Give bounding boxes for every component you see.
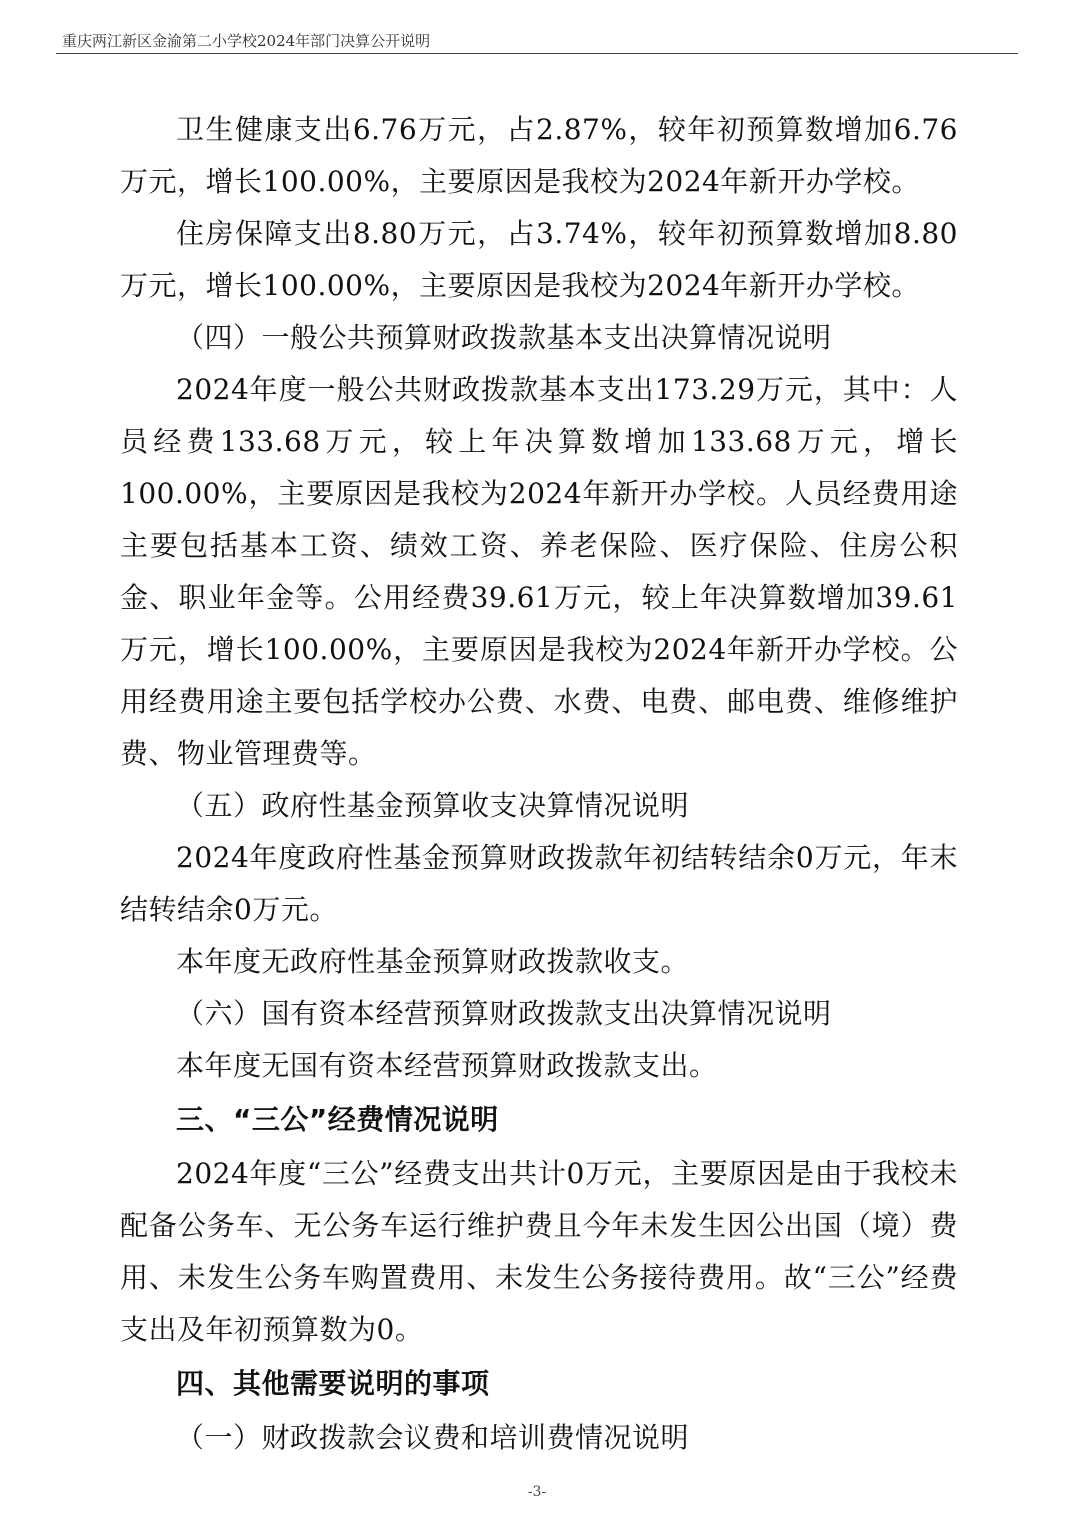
subheading-basic-expenditure: （四）一般公共预算财政拨款基本支出决算情况说明	[176, 321, 832, 354]
paragraph-three-public: 2024年度“三公”经费支出共计0万元，主要原因是由于我校未配备公务车、无公务车运行维护费且今年未发生因公出国（境）费用、未发生公务车购置费用、未发生公务接待费用。故“三公”经费支出及年初预算数为0。	[120, 1157, 958, 1346]
subheading-meeting-training: （一）财政拨款会议费和培训费情况说明	[176, 1421, 690, 1454]
paragraph-basic-expenditure: 2024年度一般公共财政拨款基本支出173.29万元，其中：人员经费133.68万元，较上年决算数增加133.68万元，增长100.00%，主要原因是我校为2024年新开办学校。人员经费用途主要包括基本工资、绩效工资、养老保险、医疗保险、住房公积金、职业年金等。公用经费39.61万元，较上年决算数增加39.61万元，增长100.00%，主要原因是我校为2024年新开办学校。公用经费用途主要包括学校办公费、水费、电费、邮电费、维修维护费、物业管理费等。	[120, 373, 958, 770]
paragraph-housing-expenditure: 住房保障支出8.80万元，占3.74%，较年初预算数增加8.80万元，增长100.00%，主要原因是我校为2024年新开办学校。	[120, 217, 958, 302]
section-heading-three-public: 三、“三公”经费情况说明	[176, 1103, 499, 1136]
page-number: -3-	[527, 1484, 547, 1500]
paragraph-state-capital-none: 本年度无国有资本经营预算财政拨款支出。	[176, 1049, 718, 1082]
paragraph-health-expenditure: 卫生健康支出6.76万元，占2.87%，较年初预算数增加6.76万元，增长100.00%，主要原因是我校为2024年新开办学校。	[120, 113, 958, 198]
document-header: 重庆两江新区金渝第二小学校2024年部门决算公开说明	[62, 32, 431, 50]
document-body	[120, 104, 958, 1464]
subheading-state-capital: （六）国有资本经营预算财政拨款支出决算情况说明	[176, 997, 832, 1030]
header-divider	[56, 53, 1018, 54]
subheading-government-fund: （五）政府性基金预算收支决算情况说明	[176, 789, 690, 822]
section-heading-other-matters: 四、其他需要说明的事项	[176, 1367, 490, 1400]
paragraph-government-fund-balance: 2024年度政府性基金预算财政拨款年初结转结余0万元，年末结转结余0万元。	[120, 841, 958, 926]
paragraph-government-fund-none: 本年度无政府性基金预算财政拨款收支。	[176, 945, 690, 978]
